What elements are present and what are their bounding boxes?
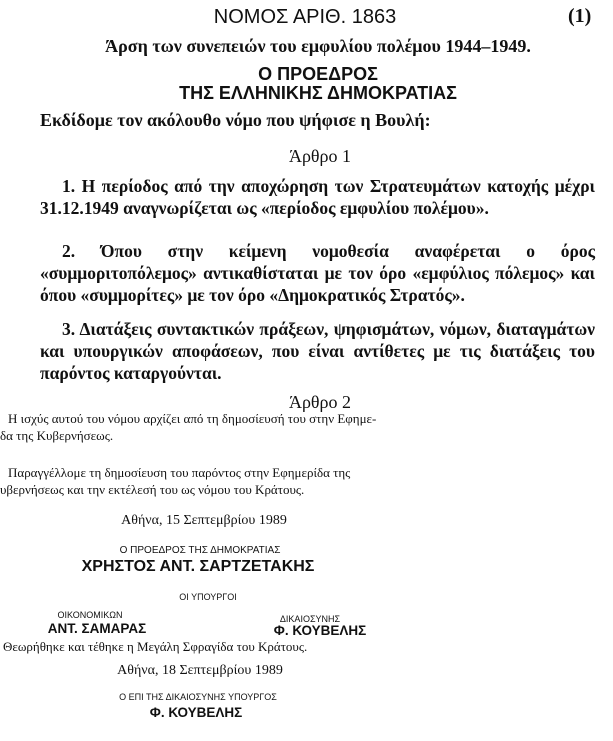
law-title: ΝΟΜΟΣ ΑΡΙΘ. 1863 xyxy=(213,6,397,28)
article-2-heading: Άρθρο 2 xyxy=(288,392,352,412)
minister-1-name: ΑΝΤ. ΣΑΜΑΡΑΣ xyxy=(47,621,147,636)
justice-minister-name: Φ. ΚΟΥΒΕΛΗΣ xyxy=(149,705,243,720)
article-1-paragraph-3: 3. Διατάξεις συντακτικών πράξεων, ψηφισμάτων, νόμων, διαταγμάτων και υπουργικών αποφάσεων, που είναι αντίθετες με τις διατάξεις του παρόντος καταργούνται. xyxy=(40,319,595,383)
article-2-text-line-2: δα της Κυβερνήσεως. xyxy=(0,428,114,443)
article-2-heading-clip xyxy=(0,388,613,412)
minister-2-title: ΔΙΚΑΙΟΣΥΝΗΣ xyxy=(279,614,341,624)
enactment-formula: Εκδίδομε τον ακόλουθο νόμο που ψήφισε η Βουλή: xyxy=(40,110,431,130)
footnote-marker: (1) xyxy=(568,5,592,27)
ministers-label: ΟΙ ΥΠΟΥΡΓΟΙ xyxy=(179,592,237,602)
seal-statement: Θεωρήθηκε και τέθηκε η Μεγάλη Σφραγίδα του Κράτους. xyxy=(3,639,308,654)
date-sealed: Αθήνα, 18 Σεπτεμβρίου 1989 xyxy=(117,663,283,678)
order-line-2: υβερνήσεως και την εκτέλεσή του ως νόμου του Κράτους. xyxy=(0,482,305,497)
minister-1-title: ΟΙΚΟΝΟΜΙΚΩΝ xyxy=(57,610,123,620)
article-1-heading: Άρθρο 1 xyxy=(288,146,352,166)
president-heading-1: Ο ΠΡΟΕΔΡΟΣ xyxy=(258,64,378,84)
justice-minister-title: Ο ΕΠΙ ΤΗΣ ΔΙΚΑΙΟΣΥΝΗΣ ΥΠΟΥΡΓΟΣ xyxy=(119,692,277,702)
minister-2-name: Φ. ΚΟΥΒΕΛΗΣ xyxy=(273,623,367,638)
president-name: ΧΡΗΣΤΟΣ ΑΝΤ. ΣΑΡΤΖΕΤΑΚΗΣ xyxy=(81,558,315,575)
order-line-1: Παραγγέλλομε τη δημοσίευση του παρόντος στην Εφημερίδα της xyxy=(8,465,351,480)
president-heading-2: ΤΗΣ ΕΛΛΗΝΙΚΗΣ ΔΗΜΟΚΡΑΤΙΑΣ xyxy=(179,83,457,103)
date-signed: Αθήνα, 15 Σεπτεμβρίου 1989 xyxy=(121,513,287,528)
article-1-paragraph-1: 1. Η περίοδος από την αποχώρηση των Στρατευμάτων κατοχής μέχρι 31.12.1949 αναγνωρίζεται ως «περίοδος εμφυλίου πολέμου». xyxy=(40,176,595,218)
article-2-text-line-1: Η ισχύς αυτού του νόμου αρχίζει από τη δημοσίευσή του στην Εφημε- xyxy=(8,411,377,426)
president-title: Ο ΠΡΟΕΔΡΟΣ ΤΗΣ ΔΗΜΟΚΡΑΤΙΑΣ xyxy=(119,545,281,556)
article-1-paragraph-2: 2. Όπου στην κείμενη νομοθεσία αναφέρεται ο όρος «συμμοριτοπόλεμος» αντικαθίσταται με τον όρο «εμφύλιος πόλεμος» και όπου «συμμορίτες» με τον όρο «Δημοκρατικός Στρατός». xyxy=(40,241,595,305)
law-subtitle: Άρση των συνεπειών του εμφυλίου πολέμου 1944–1949. xyxy=(105,36,531,56)
